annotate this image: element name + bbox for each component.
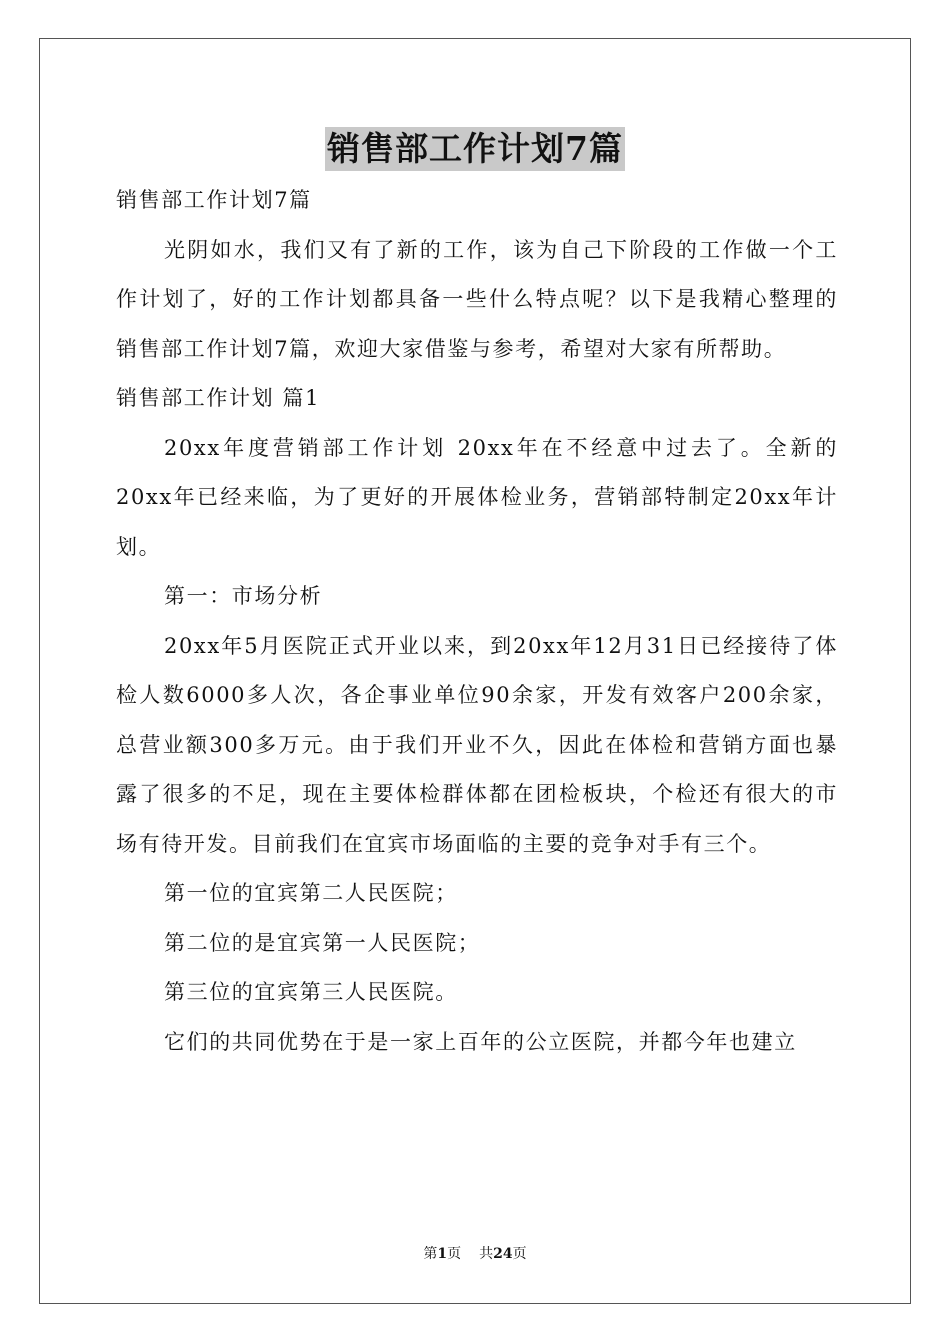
page-suffix: 页	[447, 1246, 462, 1262]
document-title	[0, 127, 950, 171]
paragraph: 它们的共同优势在于是一家上百年的公立医院，并都今年也建立	[164, 1029, 797, 1054]
page-footer	[0, 1244, 950, 1264]
document-body	[116, 176, 838, 1067]
list-item: 第一位的宜宾第二人民医院；	[164, 881, 458, 905]
paragraph: 20xx年度营销部工作计划 20xx年在不经意中过去了。全新的20xx年已经来临，为了更好的开展体检业务，营销部特制定20xx年计划。	[116, 435, 838, 559]
paragraph: 销售部工作计划7篇	[116, 188, 312, 212]
section-heading: 销售部工作计划 篇1	[116, 386, 321, 410]
total-suffix: 页	[512, 1246, 527, 1262]
total-prefix: 共	[479, 1246, 494, 1262]
paragraph: 20xx年5月医院正式开业以来，到20xx年12月31日已经接待了体检人数6000多人次，各企事业单位90余家，开发有效客户200余家，总营业额300多万元。由于我们开业不久，因此在体检和营销方面也暴露了很多的不足，现在主要体检群体都在团检板块，个检还有很大的市场有待开发。目前我们在宜宾市场面临的主要的竞争对手有三个。	[116, 633, 838, 856]
list-item: 第二位的是宜宾第一人民医院；	[164, 930, 481, 955]
subheading: 第一：市场分析	[164, 584, 323, 608]
page-indicator	[423, 1246, 461, 1262]
paragraph: 光阴如水，我们又有了新的工作，该为自己下阶段的工作做一个工作计划了，好的工作计划都具备一些什么特点呢？以下是我精心整理的销售部工作计划7篇，欢迎大家借鉴与参考，希望对大家有所帮助。	[116, 237, 838, 361]
page-number: 1	[437, 1246, 448, 1262]
total-pages-indicator	[479, 1246, 526, 1262]
page-prefix: 第	[423, 1246, 438, 1262]
list-item: 第三位的宜宾第三人民医院。	[164, 980, 458, 1004]
total-pages: 24	[493, 1246, 513, 1262]
document-title-text: 销售部工作计划7篇	[325, 127, 625, 171]
